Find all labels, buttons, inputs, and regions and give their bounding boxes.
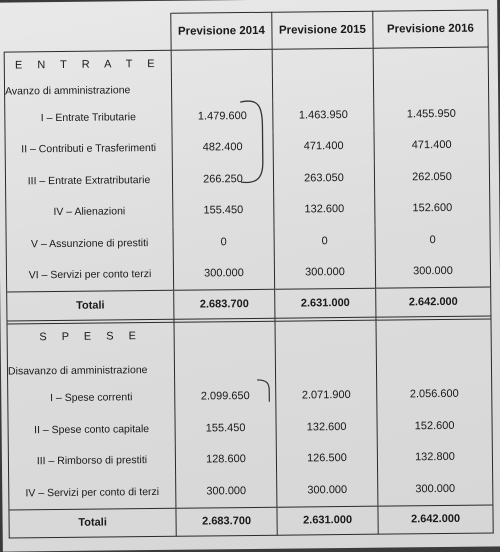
value-2014: 128.600 [175,443,276,476]
value-2015: 471.400 [273,130,374,163]
value-2014: 155.450 [173,194,274,227]
table-header-row [4,10,488,52]
value-2016: 152.600 [377,409,492,442]
table-row [5,129,489,166]
table-row [8,378,492,415]
table-row [9,472,493,509]
total-2016: 2.642.000 [378,504,493,534]
value-2015: 132.600 [274,193,375,226]
totals-label: Totali [7,290,174,320]
value-2016: 471.400 [374,129,489,162]
row-label: II – Spese conto capitale [8,413,175,446]
header-blank-cell [4,13,171,51]
row-label: I – Spese correnti [8,381,175,414]
table-row [8,409,492,446]
header-previsione-2015: Previsione 2015 [272,11,373,49]
value-2014: 2.099.650 [175,380,276,413]
table-row [5,161,489,198]
value-2014: 1.479.600 [172,100,273,133]
value-2015: 1.463.950 [273,99,374,132]
budget-table [3,9,493,538]
value-2016: 262.050 [374,161,489,194]
avanzo-label: Avanzo di amministrazione [4,78,171,103]
total-2014: 2.683.700 [176,507,277,537]
spese-totals-row [9,504,493,538]
row-label: II – Contributi e Trasferimenti [5,132,172,165]
value-2014: 155.450 [175,412,276,445]
total-2014: 2.683.700 [174,289,275,318]
value-2014: 0 [173,226,274,259]
value-2015: 263.050 [273,162,374,195]
row-label: IV – Servizi per conto di terzi [9,476,176,510]
value-2016: 132.800 [377,441,492,474]
spese-section-title: S P E S E [7,322,174,352]
entrate-section-title: E N T R A T E [4,50,171,80]
row-label: VI – Servizi per conto terzi [6,258,173,292]
table-row [6,192,490,229]
value-2016: 152.600 [375,192,490,225]
value-2015: 132.600 [276,411,377,444]
row-label: IV – Alienazioni [6,195,173,228]
value-2014: 300.000 [173,257,274,290]
table-row [8,441,492,478]
value-2015: 0 [274,225,375,258]
value-2014: 482.400 [172,131,273,164]
value-2014: 266.250 [172,163,273,196]
table-row [5,98,489,135]
disavanzo-label: Disavanzo di amministrazione [7,358,174,383]
header-previsione-2016: Previsione 2016 [373,10,488,48]
row-label: I – Entrate Tributarie [5,101,172,134]
value-2016: 300.000 [378,472,493,505]
value-2015: 300.000 [277,474,378,507]
total-2015: 2.631.000 [277,506,378,536]
value-2016: 2.056.600 [377,378,492,411]
value-2014: 300.000 [176,475,277,508]
header-previsione-2014: Previsione 2014 [171,12,272,50]
value-2015: 126.500 [276,442,377,475]
row-label: III – Entrate Extratributarie [5,164,172,197]
row-label: V – Assunzione di prestiti [6,227,173,260]
table-row [6,224,490,261]
row-label: III – Rimborso di prestiti [8,444,175,477]
value-2016: 300.000 [375,255,490,288]
value-2015: 300.000 [274,256,375,289]
value-2016: 1.455.950 [374,98,489,131]
total-2015: 2.631.000 [275,288,376,317]
total-2016: 2.642.000 [376,287,491,317]
totals-label: Totali [9,508,176,538]
value-2016: 0 [375,224,490,257]
table-row [6,255,490,292]
value-2015: 2.071.900 [276,379,377,412]
